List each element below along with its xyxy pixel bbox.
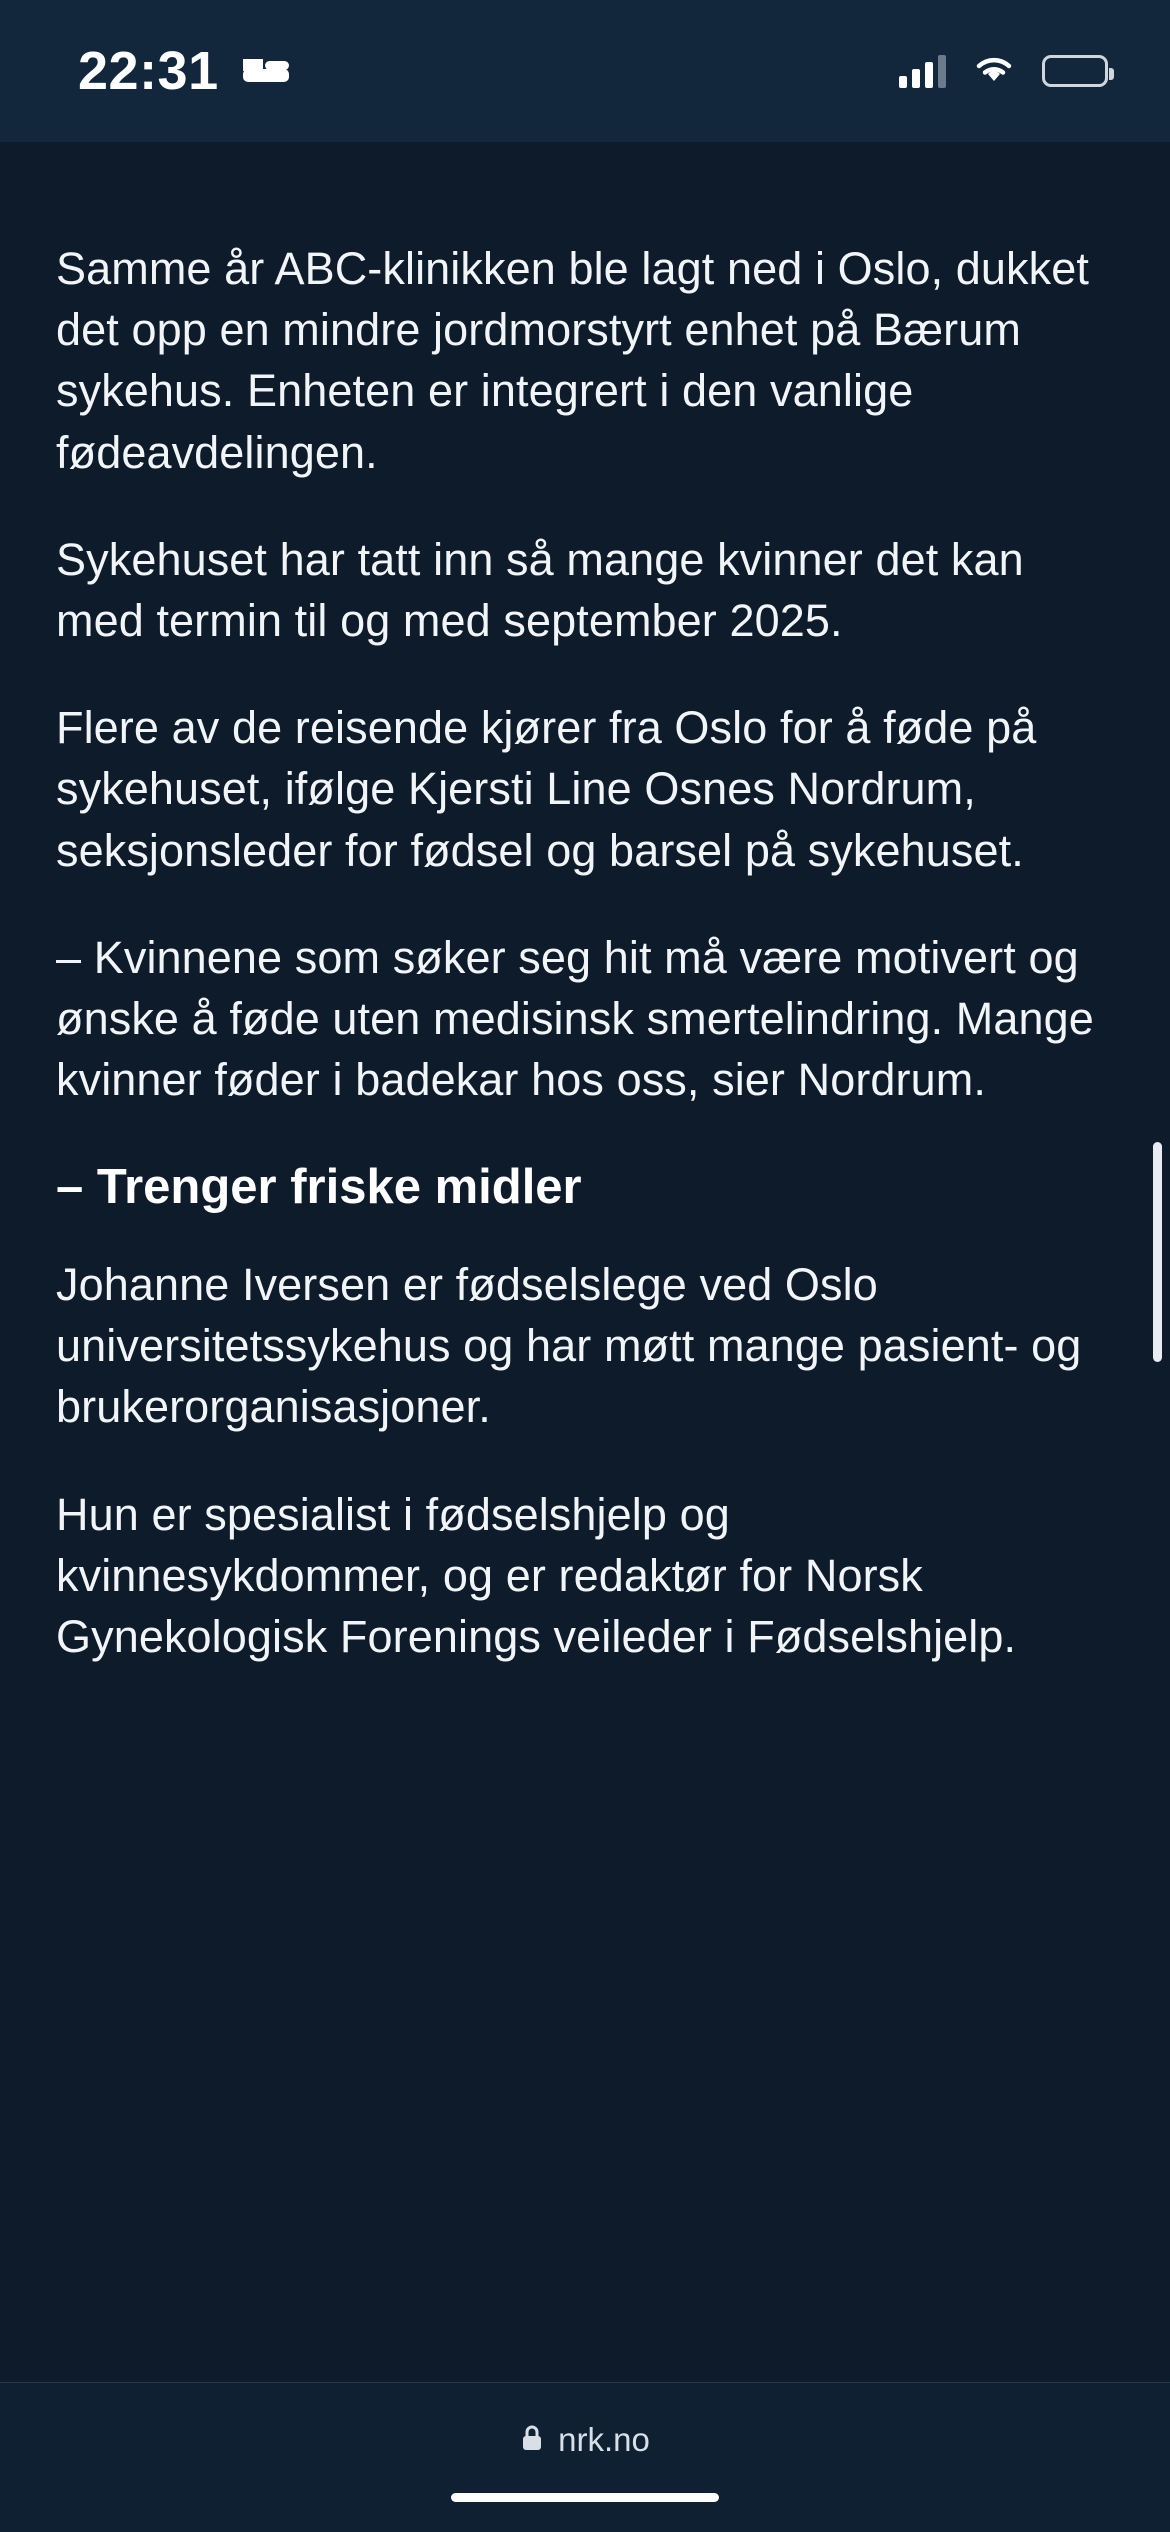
wifi-icon [972, 53, 1016, 90]
cellular-signal-icon [899, 54, 946, 88]
browser-bottom-bar [0, 2382, 1170, 2532]
lock-icon [520, 2423, 544, 2458]
url-text: nrk.no [558, 2421, 650, 2458]
article-content[interactable] [0, 142, 1170, 2382]
article-paragraph: Flere av de reisende kjører fra Oslo for å føde på sykehuset, ifølge Kjersti Line Osnes Nordrum, seksjonsleder for fødsel og barsel på sykehuset. [56, 702, 1037, 876]
article-paragraph: Johanne Iversen er fødselslege ved Oslo universitetssykehus og har møtt mange pasient- og brukerorganisasjoner. [56, 1258, 1082, 1433]
article-paragraph: – Kvinnene som søker seg hit må være motivert og ønske å føde uten medisinsk smertelindring. Mange kvinner føder i badekar hos oss, sier Nordrum. [56, 931, 1094, 1106]
sleep-focus-icon [241, 53, 291, 90]
status-bar-left [78, 40, 291, 102]
status-bar-right [899, 53, 1108, 90]
status-bar [0, 0, 1170, 142]
section-heading: – Trenger friske midler [56, 1160, 582, 1215]
address-bar[interactable] [520, 2421, 650, 2459]
home-indicator[interactable] [451, 2493, 719, 2502]
battery-icon [1042, 55, 1108, 87]
article-paragraph: Hun er spesialist i fødselshjelp og kvinnesykdommer, og er redaktør for Norsk Gynekologisk Forenings veileder i Fødselshjelp. [56, 1488, 1017, 1662]
clock: 22:31 [78, 41, 219, 101]
article-paragraph: Samme år ABC-klinikken ble lagt ned i Oslo, dukket det opp en mindre jordmorstyrt enhet på Bærum sykehus. Enheten er integrert i den vanlige fødeavdelingen. [56, 243, 1089, 478]
article-paragraph: Sykehuset har tatt inn så mange kvinner det kan med termin til og med september 2025. [56, 533, 1024, 646]
scrollbar[interactable] [1153, 1142, 1162, 1362]
